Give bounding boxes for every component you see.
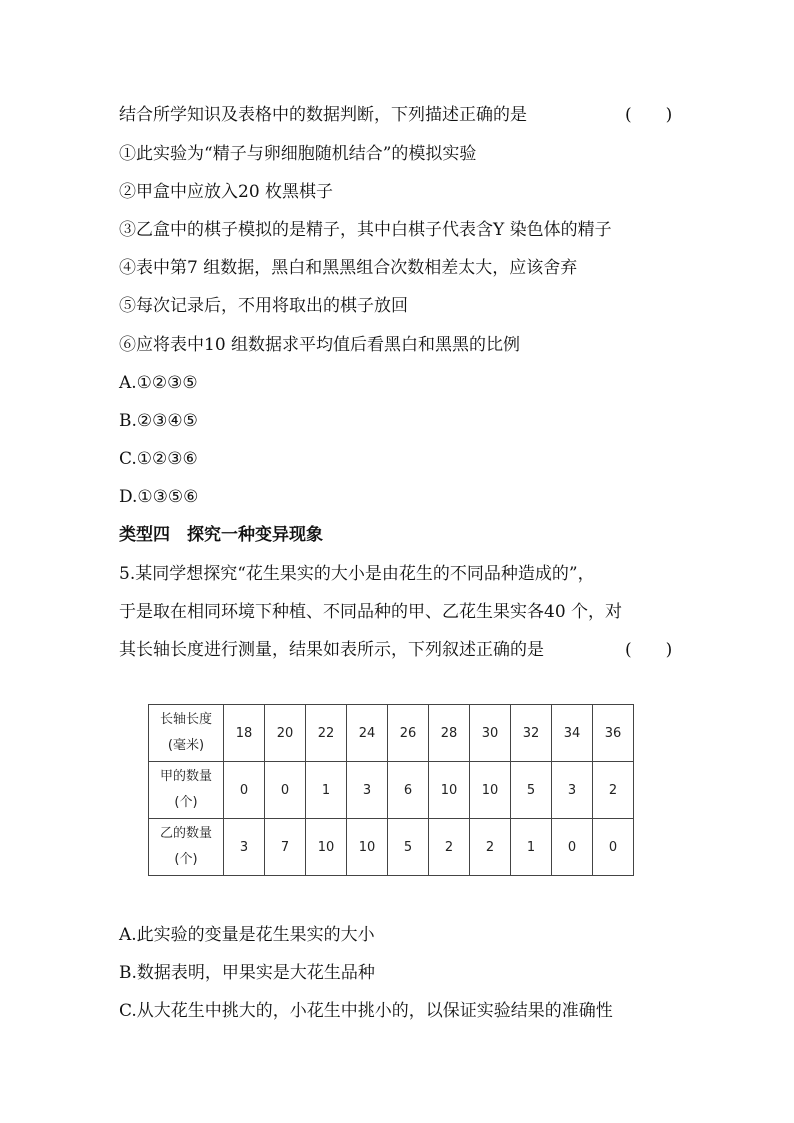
table-cell: 10: [470, 762, 511, 819]
table-cell: 18: [224, 705, 265, 762]
table-cell: 30: [470, 705, 511, 762]
table-cell: 24: [347, 705, 388, 762]
table-cell: 3: [347, 762, 388, 819]
row-label-line-2: (个): [174, 795, 198, 810]
q5-stem-line-2: 于是取在相同环境下种植、不同品种的甲、乙花生果实各40 个，对: [119, 602, 623, 622]
table-cell: 28: [429, 705, 470, 762]
table-cell: 3: [552, 762, 593, 819]
table-cell: 34: [552, 705, 593, 762]
table-cell: 20: [265, 705, 306, 762]
table-cell: 0: [265, 762, 306, 819]
q4-statement-4: ④表中第7 组数据，黑白和黑黑组合次数相差太大，应该舍弃: [119, 258, 578, 278]
row-label-cell: [149, 819, 224, 876]
table-cell: 2: [593, 762, 634, 819]
q5-stem-line-3: 其长轴长度进行测量，结果如表所示，下列叙述正确的是: [119, 640, 544, 660]
table-cell: 1: [511, 819, 552, 876]
table-cell: 6: [388, 762, 429, 819]
q4-statement-5: ⑤每次记录后，不用将取出的棋子放回: [119, 296, 408, 316]
table-cell: 10: [347, 819, 388, 876]
q4-answer-bracket: ( ): [625, 105, 673, 125]
peanut-length-table: [148, 704, 634, 876]
q5-option-c: C.从大花生中挑大的，小花生中挑小的，以保证实验结果的准确性: [119, 1001, 613, 1021]
table-cell: 3: [224, 819, 265, 876]
table-cell: 32: [511, 705, 552, 762]
row-label-line-2: (个): [174, 852, 198, 867]
q4-statement-1: ①此实验为“精子与卵细胞随机结合”的模拟实验: [119, 144, 477, 164]
table-cell: 26: [388, 705, 429, 762]
table-cell: 7: [265, 819, 306, 876]
q5-option-b: B.数据表明，甲果实是大花生品种: [119, 963, 375, 983]
q4-option-d: D.①③⑤⑥: [119, 487, 199, 507]
table-cell: 0: [593, 819, 634, 876]
header-label-line-2: (毫米): [167, 738, 205, 753]
q4-option-b: B.②③④⑤: [119, 411, 198, 431]
table-cell: 0: [552, 819, 593, 876]
q4-option-c: C.①②③⑥: [119, 449, 198, 469]
q4-statement-2: ②甲盒中应放入20 枚黑棋子: [119, 182, 334, 202]
table-cell: 22: [306, 705, 347, 762]
section-heading: 类型四 探究一种变异现象: [119, 525, 323, 545]
table-cell: 1: [306, 762, 347, 819]
q4-statement-6: ⑥应将表中10 组数据求平均值后看黑白和黑黑的比例: [119, 335, 521, 355]
header-label-line-1: 长轴长度: [159, 712, 212, 727]
table-header-cell: [149, 705, 224, 762]
q4-stem: 结合所学知识及表格中的数据判断，下列描述正确的是: [119, 105, 527, 125]
table-cell: 10: [429, 762, 470, 819]
q5-answer-bracket: ( ): [625, 640, 673, 660]
row-label-line-1: 乙的数量: [159, 826, 212, 841]
table-row: [149, 819, 634, 876]
table-cell: 2: [470, 819, 511, 876]
table-cell: 5: [511, 762, 552, 819]
table-cell: 10: [306, 819, 347, 876]
table-cell: 0: [224, 762, 265, 819]
row-label-line-1: 甲的数量: [159, 769, 212, 784]
table-cell: 2: [429, 819, 470, 876]
q5-option-a: A.此实验的变量是花生果实的大小: [119, 925, 375, 945]
q4-statement-3: ③乙盒中的棋子模拟的是精子，其中白棋子代表含Y 染色体的精子: [119, 220, 612, 240]
table-row: [149, 705, 634, 762]
table-cell: 5: [388, 819, 429, 876]
q5-stem-line-1: 5.某同学想探究“花生果实的大小是由花生的不同品种造成的”，: [119, 564, 595, 584]
table-cell: 36: [593, 705, 634, 762]
row-label-cell: [149, 762, 224, 819]
table-row: [149, 762, 634, 819]
q4-option-a: A.①②③⑤: [119, 373, 198, 393]
